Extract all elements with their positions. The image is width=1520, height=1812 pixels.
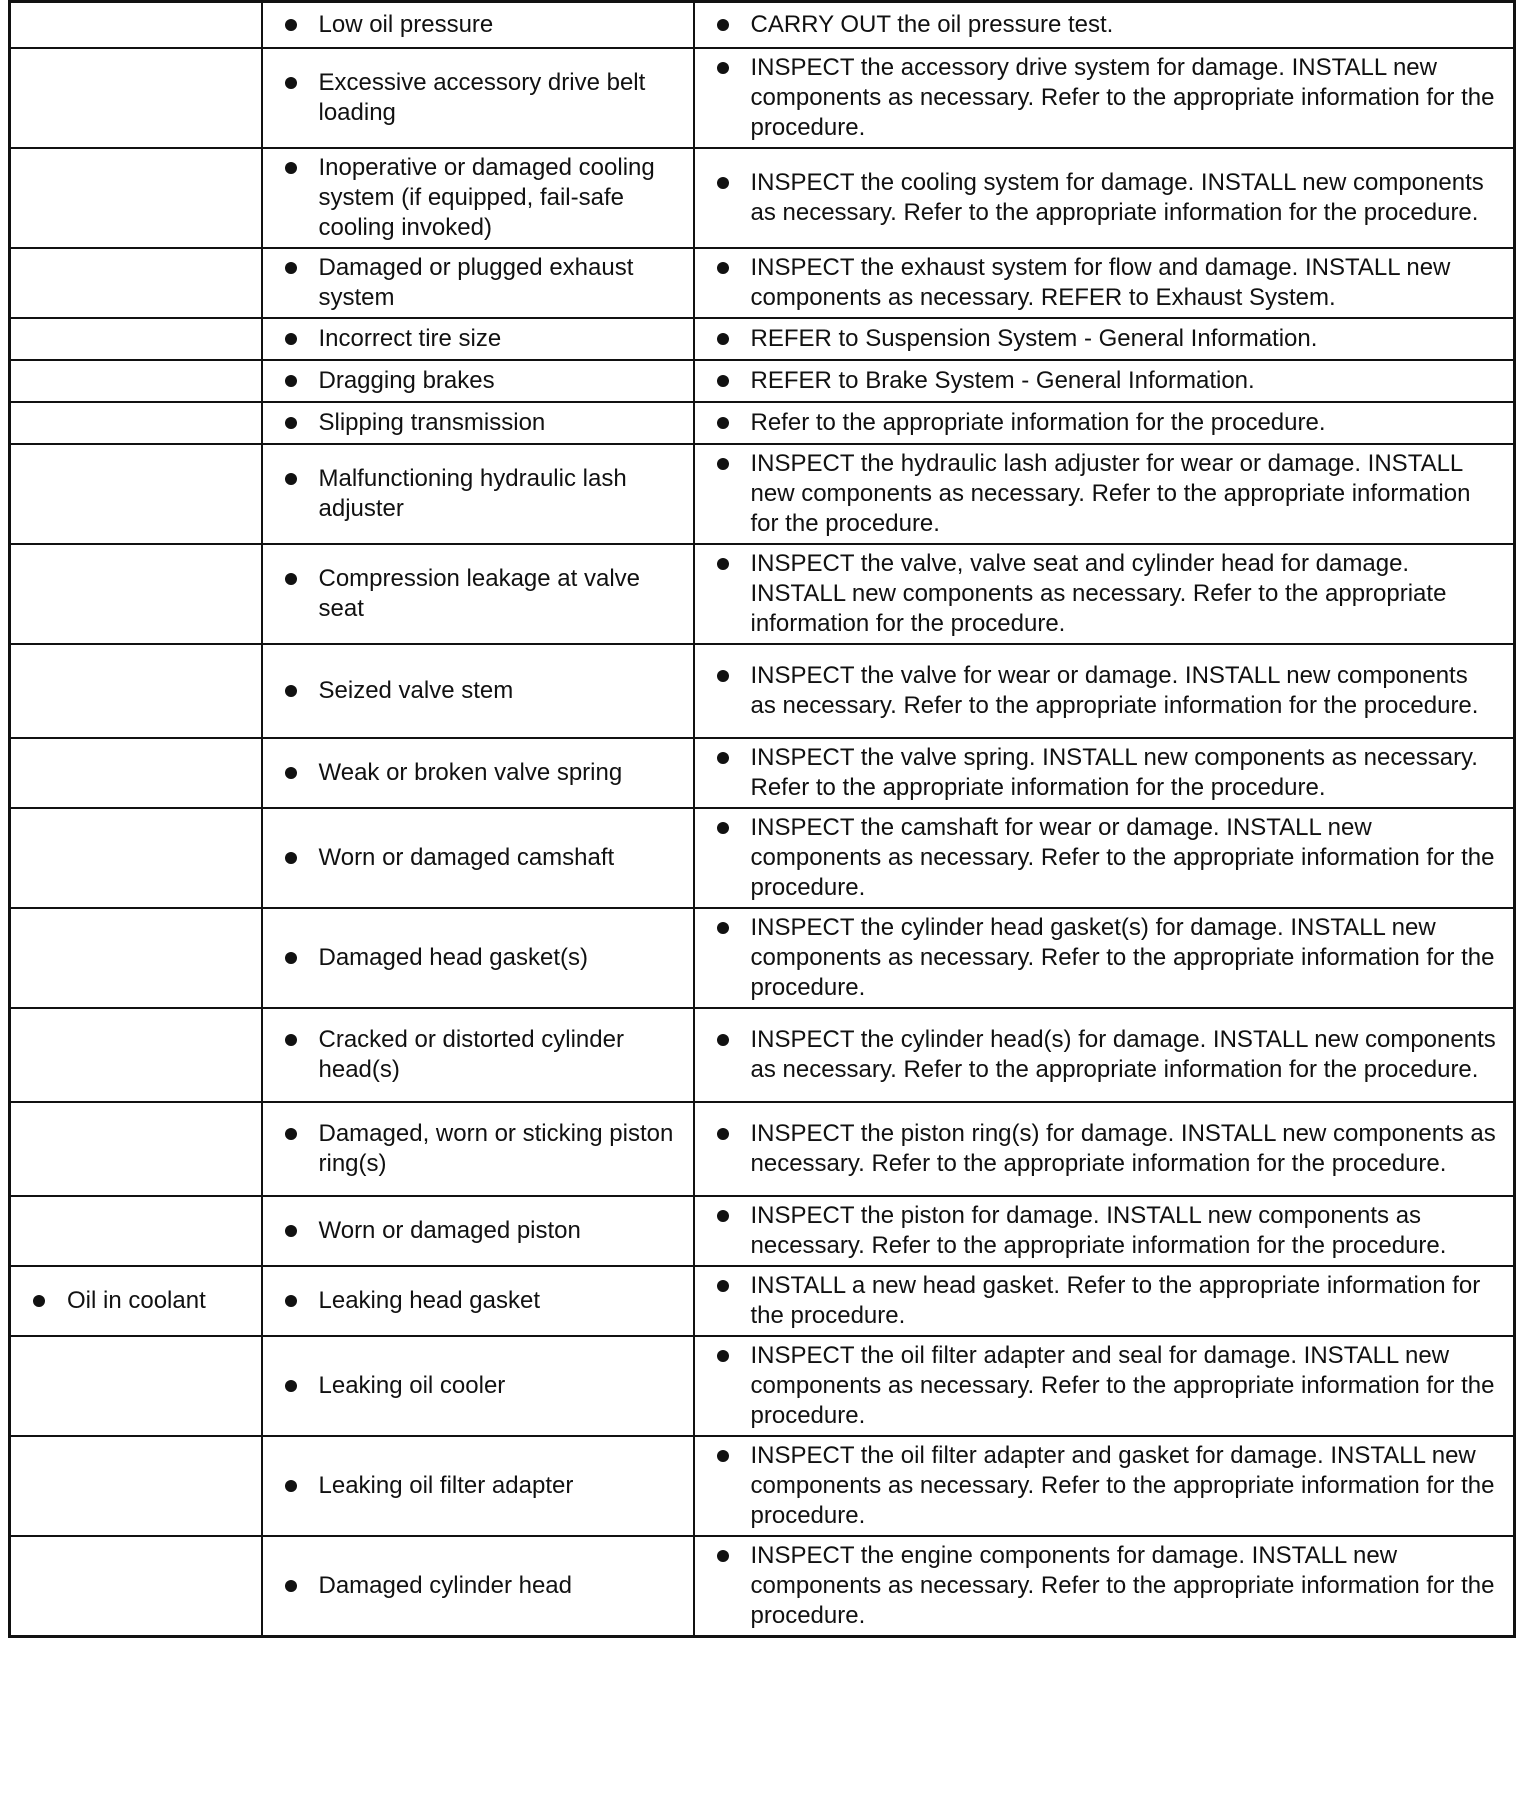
action-text: REFER to Suspension System - General Information.	[750, 324, 1318, 352]
cause-text: Damaged, worn or sticking piston ring(s)	[318, 1119, 674, 1177]
condition-cell	[10, 808, 262, 908]
action-cell	[694, 360, 1515, 402]
bullet-icon	[285, 162, 297, 174]
cause-cell	[262, 908, 694, 1008]
condition-cell	[10, 644, 262, 738]
cause-cell	[262, 444, 694, 544]
condition-cell	[10, 1196, 262, 1266]
table-row	[10, 544, 1515, 644]
action-text: INSPECT the exhaust system for flow and damage. INSTALL new components as necessary. REFER to Exhaust System.	[750, 253, 1451, 311]
cause-text: Leaking head gasket	[318, 1286, 541, 1314]
bullet-icon	[285, 375, 297, 387]
cause-cell	[262, 402, 694, 444]
action-text: INSPECT the accessory drive system for damage. INSTALL new components as necessary. Refer to the appropriate information for the procedure.	[750, 53, 1495, 141]
action-text: REFER to Brake System - General Information.	[750, 366, 1255, 394]
bullet-icon	[717, 1280, 729, 1292]
action-cell	[694, 48, 1515, 148]
table-row	[10, 644, 1515, 738]
table-row	[10, 738, 1515, 808]
cause-cell	[262, 248, 694, 318]
bullet-icon	[717, 922, 729, 934]
cause-cell	[262, 1536, 694, 1637]
action-text: CARRY OUT the oil pressure test.	[750, 10, 1114, 38]
cause-cell	[262, 738, 694, 808]
cause-text: Weak or broken valve spring	[318, 758, 623, 786]
table-row	[10, 1196, 1515, 1266]
cause-cell	[262, 1102, 694, 1196]
action-cell	[694, 248, 1515, 318]
bullet-icon	[717, 1210, 729, 1222]
bullet-icon	[717, 62, 729, 74]
bullet-item	[285, 1025, 679, 1085]
cause-text: Leaking oil filter adapter	[318, 1471, 574, 1499]
bullet-icon	[717, 1034, 729, 1046]
cause-text: Low oil pressure	[318, 10, 494, 38]
table-row	[10, 402, 1515, 444]
table-row	[10, 1436, 1515, 1536]
action-cell	[694, 402, 1515, 444]
bullet-icon	[285, 1480, 297, 1492]
condition-cell	[10, 2, 262, 48]
bullet-item	[717, 1341, 1500, 1431]
action-cell	[694, 2, 1515, 48]
diagnosis-table-body	[10, 2, 1515, 1637]
action-text: INSPECT the cylinder head gasket(s) for damage. INSTALL new components as necessary. Refer to the appropriate information for the procedure.	[750, 913, 1495, 1001]
bullet-item	[717, 1119, 1500, 1179]
action-cell	[694, 1266, 1515, 1336]
bullet-item	[717, 366, 1500, 396]
action-cell	[694, 1196, 1515, 1266]
action-text: INSPECT the camshaft for wear or damage. INSTALL new components as necessary. Refer to the appropriate information for the procedure.	[750, 813, 1495, 901]
cause-cell	[262, 1266, 694, 1336]
action-text: INSPECT the piston ring(s) for damage. INSTALL new components as necessary. Refer to the appropriate information for the procedure.	[750, 1119, 1496, 1177]
table-row	[10, 148, 1515, 248]
action-text: INSTALL a new head gasket. Refer to the appropriate information for the procedure.	[750, 1271, 1481, 1329]
cause-text: Leaking oil cooler	[318, 1371, 506, 1399]
bullet-icon	[717, 670, 729, 682]
bullet-item	[285, 1371, 679, 1401]
action-cell	[694, 644, 1515, 738]
action-text: INSPECT the oil filter adapter and seal for damage. INSTALL new components as necessary. Refer to the appropriate information for the procedure.	[750, 1341, 1495, 1429]
bullet-item	[285, 10, 679, 40]
condition-cell	[10, 360, 262, 402]
bullet-item	[717, 324, 1500, 354]
bullet-icon	[285, 473, 297, 485]
condition-cell	[10, 444, 262, 544]
cause-text: Incorrect tire size	[318, 324, 502, 352]
bullet-icon	[717, 19, 729, 31]
bullet-item	[285, 408, 679, 438]
bullet-icon	[285, 1034, 297, 1046]
bullet-item	[285, 324, 679, 354]
cause-text: Seized valve stem	[318, 676, 514, 704]
bullet-icon	[285, 417, 297, 429]
bullet-item	[285, 366, 679, 396]
action-cell	[694, 544, 1515, 644]
bullet-item	[717, 661, 1500, 721]
action-cell	[694, 808, 1515, 908]
table-row	[10, 360, 1515, 402]
action-text: INSPECT the cylinder head(s) for damage. INSTALL new components as necessary. Refer to the appropriate information for the procedure.	[750, 1025, 1496, 1083]
cause-text: Worn or damaged camshaft	[318, 843, 615, 871]
bullet-icon	[285, 852, 297, 864]
cause-cell	[262, 1436, 694, 1536]
cause-text: Compression leakage at valve seat	[318, 564, 641, 622]
bullet-item	[717, 1271, 1500, 1331]
bullet-item	[285, 843, 679, 873]
condition-cell	[10, 1536, 262, 1637]
bullet-icon	[717, 1128, 729, 1140]
action-cell	[694, 318, 1515, 360]
bullet-item	[717, 10, 1500, 40]
bullet-icon	[285, 767, 297, 779]
bullet-icon	[717, 558, 729, 570]
bullet-item	[717, 449, 1500, 539]
bullet-item	[717, 1541, 1500, 1631]
cause-text: Slipping transmission	[318, 408, 546, 436]
condition-cell	[10, 544, 262, 644]
bullet-icon	[717, 375, 729, 387]
action-cell	[694, 148, 1515, 248]
bullet-icon	[285, 262, 297, 274]
bullet-icon	[285, 685, 297, 697]
bullet-icon	[285, 19, 297, 31]
action-text: Refer to the appropriate information for the procedure.	[750, 408, 1326, 436]
bullet-item	[285, 676, 679, 706]
cause-text: Damaged cylinder head	[318, 1571, 572, 1599]
action-cell	[694, 1008, 1515, 1102]
bullet-icon	[717, 1350, 729, 1362]
cause-cell	[262, 1336, 694, 1436]
bullet-icon	[285, 1295, 297, 1307]
cause-cell	[262, 1196, 694, 1266]
table-row	[10, 808, 1515, 908]
condition-cell	[10, 1436, 262, 1536]
bullet-item	[717, 1201, 1500, 1261]
cause-cell	[262, 808, 694, 908]
bullet-icon	[285, 333, 297, 345]
table-row	[10, 1536, 1515, 1637]
cause-text: Excessive accessory drive belt loading	[318, 68, 646, 126]
bullet-icon	[285, 952, 297, 964]
condition-cell	[10, 908, 262, 1008]
bullet-item	[285, 153, 679, 243]
table-row	[10, 908, 1515, 1008]
action-cell	[694, 1536, 1515, 1637]
cause-text: Inoperative or damaged cooling system (if equipped, fail-safe cooling invoked)	[318, 153, 655, 241]
bullet-item	[285, 1471, 679, 1501]
action-text: INSPECT the valve spring. INSTALL new components as necessary. Refer to the appropriate information for the procedure.	[750, 743, 1478, 801]
table-row	[10, 444, 1515, 544]
condition-cell	[10, 148, 262, 248]
bullet-item	[717, 1025, 1500, 1085]
cause-cell	[262, 48, 694, 148]
bullet-icon	[717, 458, 729, 470]
bullet-icon	[717, 177, 729, 189]
action-text: INSPECT the hydraulic lash adjuster for wear or damage. INSTALL new components as necessary. Refer to the appropriate information for the procedure.	[750, 449, 1471, 537]
condition-cell	[10, 318, 262, 360]
table-row	[10, 1102, 1515, 1196]
bullet-item	[285, 464, 679, 524]
table-row	[10, 1266, 1515, 1336]
cause-text: Damaged head gasket(s)	[318, 943, 588, 971]
condition-cell	[10, 1336, 262, 1436]
table-row	[10, 1336, 1515, 1436]
bullet-icon	[285, 1380, 297, 1392]
bullet-icon	[717, 1450, 729, 1462]
bullet-item	[285, 1216, 679, 1246]
bullet-icon	[285, 1225, 297, 1237]
action-text: INSPECT the engine components for damage. INSTALL new components as necessary. Refer to the appropriate information for the procedure.	[750, 1541, 1495, 1629]
bullet-icon	[717, 1550, 729, 1562]
action-text: INSPECT the piston for damage. INSTALL new components as necessary. Refer to the appropriate information for the procedure.	[750, 1201, 1447, 1259]
action-text: INSPECT the valve for wear or damage. INSTALL new components as necessary. Refer to the appropriate information for the procedure.	[750, 661, 1479, 719]
bullet-item	[717, 743, 1500, 803]
bullet-item	[717, 53, 1500, 143]
bullet-icon	[717, 262, 729, 274]
bullet-icon	[717, 752, 729, 764]
condition-cell	[10, 738, 262, 808]
cause-text: Dragging brakes	[318, 366, 495, 394]
bullet-item	[285, 564, 679, 624]
table-row	[10, 48, 1515, 148]
table-row	[10, 1008, 1515, 1102]
bullet-item	[285, 758, 679, 788]
action-cell	[694, 1102, 1515, 1196]
cause-cell	[262, 1008, 694, 1102]
bullet-item	[285, 253, 679, 313]
bullet-icon	[717, 417, 729, 429]
bullet-item	[717, 813, 1500, 903]
bullet-icon	[285, 77, 297, 89]
action-text: INSPECT the oil filter adapter and gasket for damage. INSTALL new components as necessary. Refer to the appropriate information for the procedure.	[750, 1441, 1495, 1529]
bullet-item	[285, 68, 679, 128]
action-cell	[694, 1336, 1515, 1436]
table-row	[10, 318, 1515, 360]
cause-text: Damaged or plugged exhaust system	[318, 253, 634, 311]
cause-cell	[262, 644, 694, 738]
action-cell	[694, 738, 1515, 808]
bullet-icon	[285, 573, 297, 585]
diagnosis-table	[8, 0, 1516, 1638]
bullet-icon	[717, 822, 729, 834]
cause-cell	[262, 544, 694, 644]
bullet-item	[717, 913, 1500, 1003]
bullet-icon	[33, 1295, 45, 1307]
condition-cell	[10, 1266, 262, 1336]
bullet-icon	[285, 1128, 297, 1140]
bullet-item	[717, 1441, 1500, 1531]
action-cell	[694, 444, 1515, 544]
bullet-item	[285, 1571, 679, 1601]
bullet-item	[285, 1286, 679, 1316]
condition-cell	[10, 1102, 262, 1196]
action-text: INSPECT the valve, valve seat and cylinder head for damage. INSTALL new components as necessary. Refer to the appropriate information for the procedure.	[750, 549, 1447, 637]
cause-cell	[262, 2, 694, 48]
action-cell	[694, 908, 1515, 1008]
cause-cell	[262, 360, 694, 402]
bullet-icon	[285, 1580, 297, 1592]
bullet-item	[285, 1119, 679, 1179]
condition-cell	[10, 402, 262, 444]
bullet-item	[285, 943, 679, 973]
cause-cell	[262, 318, 694, 360]
cause-text: Worn or damaged piston	[318, 1216, 581, 1244]
cause-text: Malfunctioning hydraulic lash adjuster	[318, 464, 627, 522]
condition-cell	[10, 248, 262, 318]
table-row	[10, 2, 1515, 48]
bullet-item	[717, 408, 1500, 438]
action-cell	[694, 1436, 1515, 1536]
bullet-item	[717, 549, 1500, 639]
cause-text: Cracked or distorted cylinder head(s)	[318, 1025, 624, 1083]
condition-text: Oil in coolant	[67, 1286, 206, 1314]
cause-cell	[262, 148, 694, 248]
condition-cell	[10, 1008, 262, 1102]
table-row	[10, 248, 1515, 318]
action-text: INSPECT the cooling system for damage. INSTALL new components as necessary. Refer to the appropriate information for the procedure.	[750, 168, 1484, 226]
bullet-icon	[717, 333, 729, 345]
condition-cell	[10, 48, 262, 148]
bullet-item	[33, 1286, 247, 1316]
bullet-item	[717, 168, 1500, 228]
bullet-item	[717, 253, 1500, 313]
